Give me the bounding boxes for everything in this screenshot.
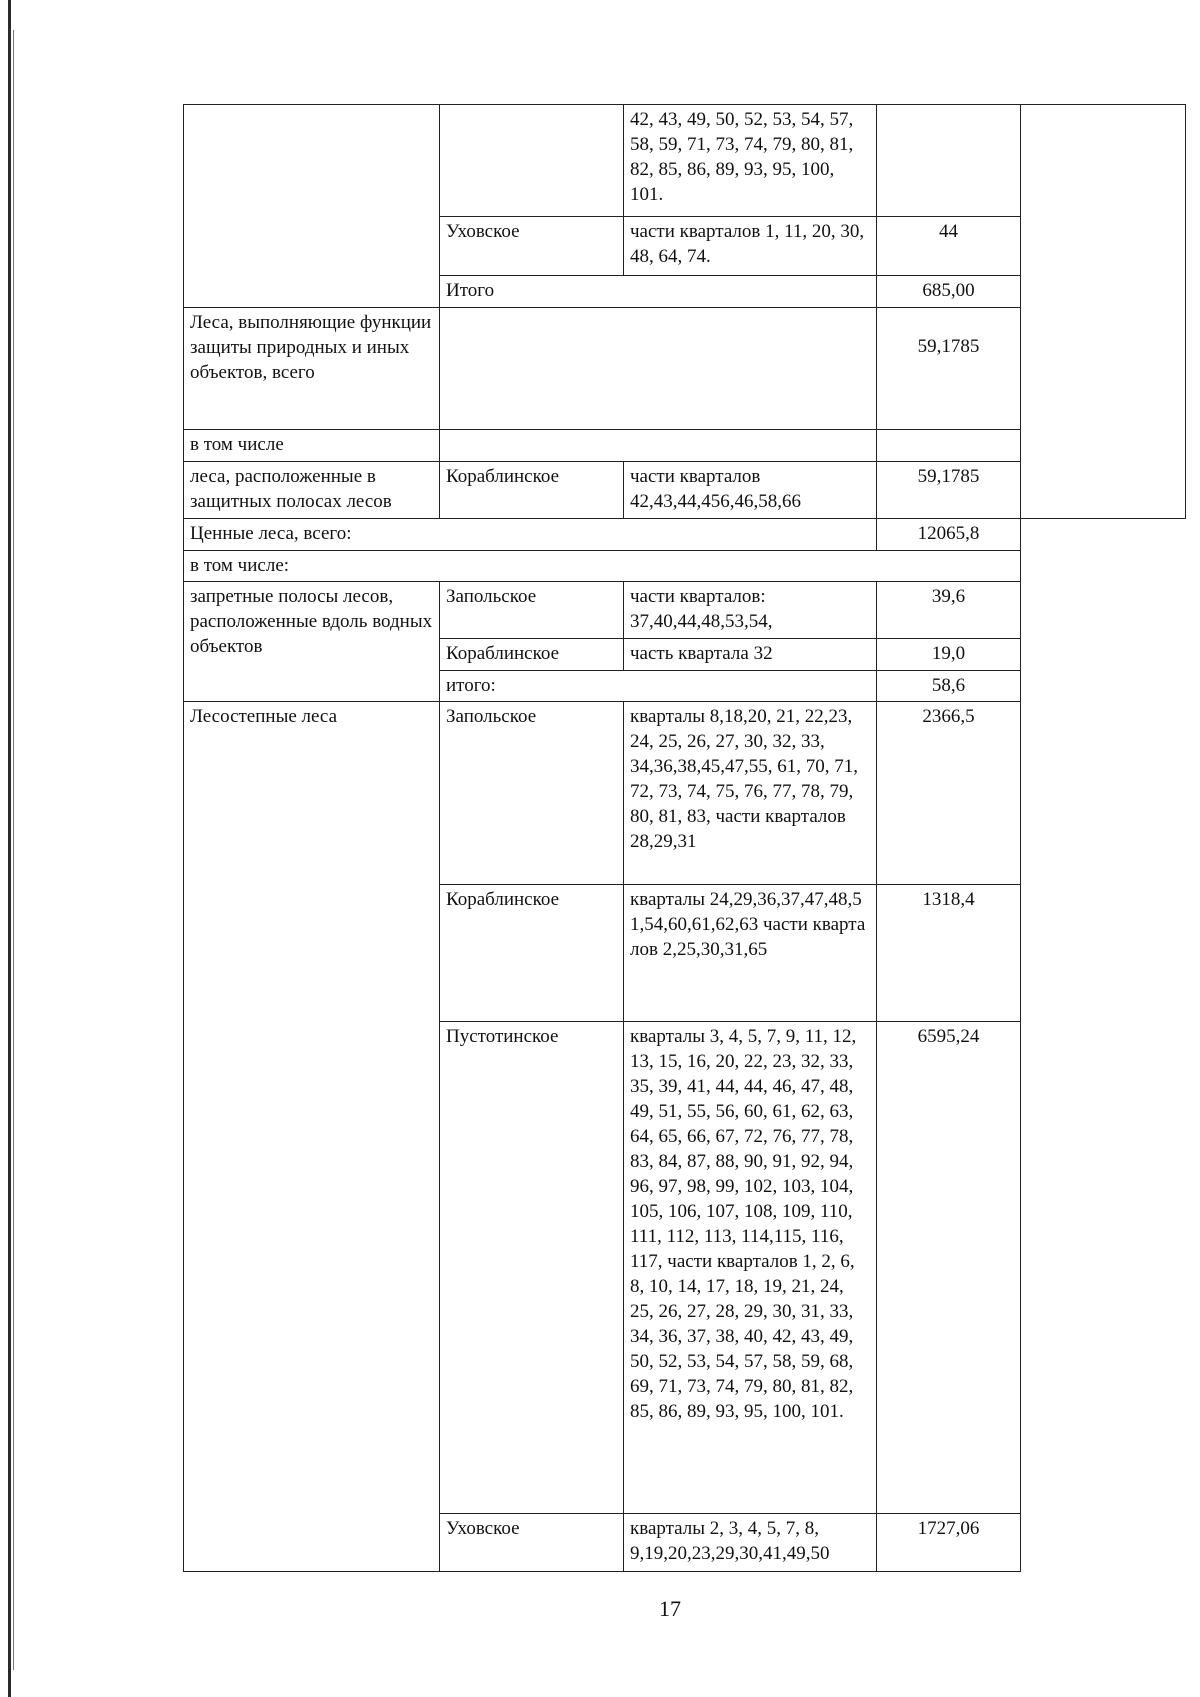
cell-area: 685,00 (877, 276, 1021, 308)
cell-district: Запольское (440, 582, 624, 639)
cell-quarters: часть квартала 32 (624, 639, 877, 671)
cell-district: Запольское (440, 702, 624, 885)
cell-area (877, 105, 1021, 217)
cell-district: Кораблинское (440, 885, 624, 1022)
cell-category: Лесостепные леса (184, 702, 440, 1572)
cell-quarters: 42, 43, 49, 50, 52, 53, 54, 57, 58, 59, 71, 73, 74, 79, 80, 81, 82, 85, 86, 89, 93, 95, 100, 101. (624, 105, 877, 217)
cell-total-label: итого: (440, 671, 877, 702)
cell-extra (1021, 105, 1186, 519)
cell-area: 19,0 (877, 639, 1021, 671)
cell-area: 1318,4 (877, 885, 1021, 1022)
scan-edge (8, 0, 11, 1697)
table-row (184, 105, 1186, 217)
cell-category: в том числе: (184, 551, 1021, 582)
cell-quarters: кварталы 8,18,20, 21, 22,23, 24, 25, 26, 27, 30, 32, 33, 34,36,38,45,47,55, 61, 70, 71, 72, 73, 74, 75, 76, 77, 78, 79, 80, 81, 83, части кварталов 28,29,31 (624, 702, 877, 885)
page-number: 17 (659, 1596, 681, 1621)
scan-edge-line (13, 30, 14, 1670)
cell-district (440, 105, 624, 217)
cell-area: 1727,06 (877, 1514, 1021, 1572)
cell-quarters: кварталы 2, 3, 4, 5, 7, 8, 9,19,20,23,29,30,41,49,50 (624, 1514, 877, 1572)
cell-area: 59,1785 (877, 308, 1021, 430)
cell-quarters: кварталы 24,29,36,37,47,48,51,54,60,61,62,63 части кварталов 2,25,30,31,65 (624, 885, 877, 1022)
cell-total-label: Итого (440, 276, 877, 308)
cell-district (440, 430, 877, 462)
forest-table (183, 104, 1186, 1572)
table-row (184, 519, 1186, 551)
cell-district: Уховское (440, 217, 624, 276)
cell-district: Уховское (440, 1514, 624, 1572)
cell-quarters: части кварталов: 37,40,44,48,53,54, (624, 582, 877, 639)
cell-district: Кораблинское (440, 462, 624, 519)
cell-category: в том числе (184, 430, 440, 462)
cell-area: 6595,24 (877, 1022, 1021, 1514)
cell-category: Ценные леса, всего: (184, 519, 877, 551)
cell-category (184, 105, 440, 308)
cell-area: 39,6 (877, 582, 1021, 639)
cell-area: 2366,5 (877, 702, 1021, 885)
cell-extra (1021, 519, 1186, 1572)
cell-district: Кораблинское (440, 639, 624, 671)
cell-category: запретные полосы лесов, расположенные вдоль водных объектов (184, 582, 440, 702)
cell-category: леса, расположенные в защитных полосах лесов (184, 462, 440, 519)
cell-category: Леса, выполняющие функции защиты природных и иных объектов, всего (184, 308, 440, 430)
cell-quarters: кварталы 3, 4, 5, 7, 9, 11, 12, 13, 15, 16, 20, 22, 23, 32, 33, 35, 39, 41, 44, 44, 46, 47, 48, 49, 51, 55, 56, 60, 61, 62, 63, 64, 65, 66, 67, 72, 76, 77, 78, 83, 84, 87, 88, 90, 91, 92, 94, 96, 97, 98, 99, 102, 103, 104, 105, 106, 107, 108, 109, 110, 111, 112, 113, 114,115, 116, 117, части кварталов 1, 2, 6, 8, 10, 14, 17, 18, 19, 21, 24, 25, 26, 27, 28, 29, 30, 31, 33, 34, 36, 37, 38, 40, 42, 43, 49, 50, 52, 53, 54, 57, 58, 59, 68, 69, 71, 73, 74, 79, 80, 81, 82, 85, 86, 89, 93, 95, 100, 101. (624, 1022, 877, 1514)
cell-area (877, 430, 1021, 462)
cell-area: 44 (877, 217, 1021, 276)
cell-quarters: части кварталов 1, 11, 20, 30, 48, 64, 74. (624, 217, 877, 276)
cell-district: Пустотинское (440, 1022, 624, 1514)
cell-area: 59,1785 (877, 462, 1021, 519)
cell-district (440, 308, 877, 430)
cell-area: 12065,8 (877, 519, 1021, 551)
cell-area: 58,6 (877, 671, 1021, 702)
cell-quarters: части кварталов 42,43,44,456,46,58,66 (624, 462, 877, 519)
